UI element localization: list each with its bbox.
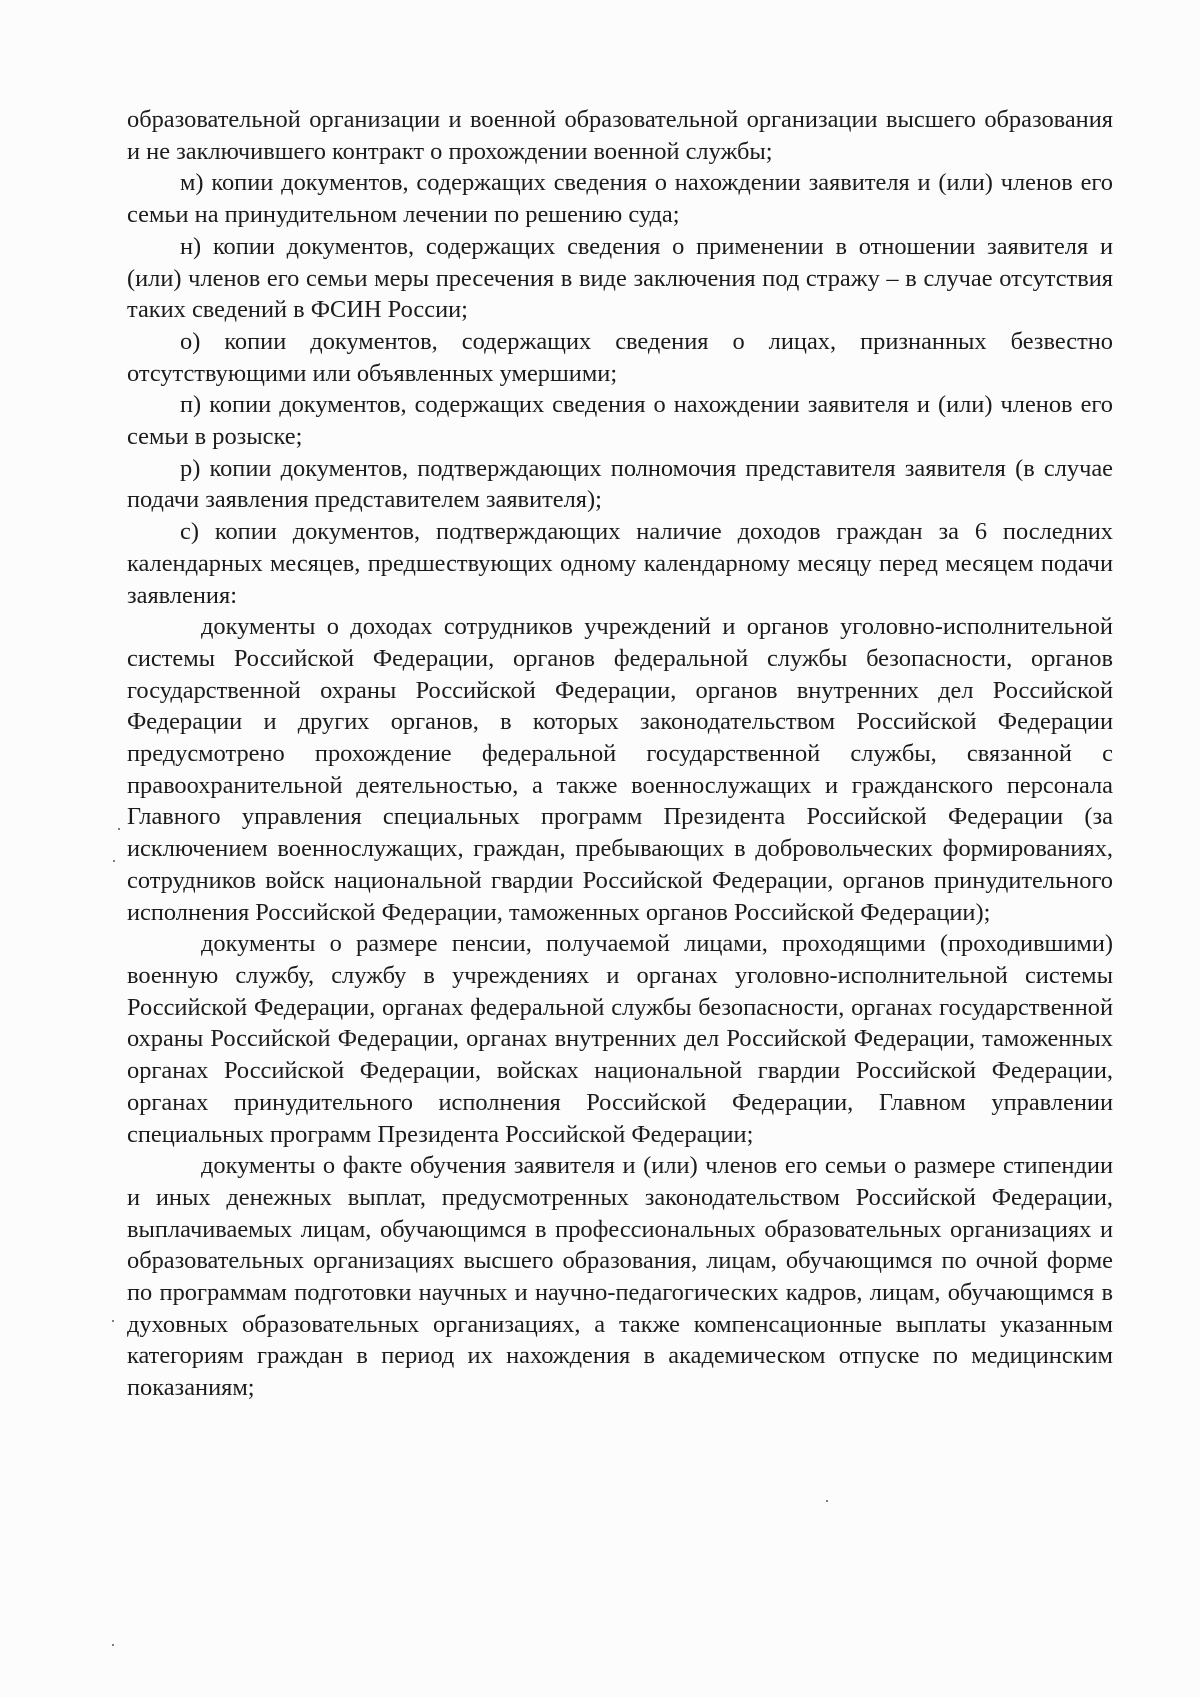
paragraph-item-s: с) копии документов, подтверждающих наличие доходов граждан за 6 последних календарных месяцев, предшествующих одному календарному месяцу перед месяцем подачи заявления: — [127, 518, 1113, 609]
paragraph-item-n: н) копии документов, содержащих сведения о применении в отношении заявителя и (или) членов его семьи меры пресечения в виде заключения под стражу – в случае отсутствия таких сведений в ФСИН России; — [127, 232, 1113, 324]
scan-speck — [113, 860, 115, 862]
paragraph-income-documents: документы о доходах сотрудников учреждений и органов уголовно-исполнительной системы Российской Федерации, органов федеральной службы безопасности, органов государственной охраны Российской Федерации, органов внутренних дел Российской Федерации и других органов, в которых законодательством Российской Федерации предусмотрено прохождение федеральной государственной службы, связанной с правоохранительной деятельностью, а также военнослужащих и гражданского персонала Главного управления специальных программ Президента Российской Федерации (за исключением военнослужащих, граждан, пребывающих в добровольческих формированиях, сотрудников войск национальной гвардии Российской Федерации, органов принудительного исполнения Российской Федерации, таможенных органов Российской Федерации); — [127, 613, 1113, 926]
scan-speck — [112, 1644, 114, 1646]
paragraph-education-documents: документы о факте обучения заявителя и (или) членов его семьи о размере стипендии и иных денежных выплат, предусмотренных законодательством Российской Федерации, выплачиваемых лицам, обучающимся в профессиональных образовательных организациях и образовательных организациях высшего образования, лицам, обучающимся по очной форме по программам подготовки научных и научно-педагогических кадров, лицам, обучающимся в духовных образовательных организациях, а также компенсационные выплаты указанным категориям граждан в период их нахождения в академическом отпуске по медицинским показаниям; — [127, 1152, 1113, 1402]
paragraph-pension-documents: документы о размере пенсии, получаемой лицами, проходящими (проходившими) военную службу, службу в учреждениях и органах уголовно-исполнительной системы Российской Федерации, органах федеральной службы безопасности, органах государственной охраны Российской Федерации, органах внутренних дел Российской Федерации, таможенных органах Российской Федерации, войсках национальной гвардии Российской Федерации, органах принудительного исполнения Российской Федерации, Главном управлении специальных программ Президента Российской Федерации; — [127, 930, 1113, 1148]
scan-speck — [118, 828, 120, 830]
document-body — [127, 104, 1113, 1404]
paragraph-item-p: п) копии документов, содержащих сведения о нахождении заявителя и (или) членов его семьи в розыске; — [127, 391, 1113, 451]
paragraph-continuation: образовательной организации и военной образовательной организации высшего образования и не заключившего контракт о прохождении военной службы; — [127, 106, 1113, 165]
paragraph-item-m: м) копии документов, содержащих сведения о нахождении заявителя и (или) членов его семьи на принудительном лечении по решению суда; — [127, 169, 1113, 229]
scan-speck — [112, 1320, 114, 1322]
paragraph-item-r: р) копии документов, подтверждающих полномочия представителя заявителя (в случае подачи заявления представителем заявителя); — [127, 454, 1113, 514]
paragraph-item-o: о) копии документов, содержащих сведения о лицах, признанных безвестно отсутствующими или объявленных умершими; — [127, 327, 1113, 387]
scan-speck — [826, 1500, 828, 1502]
